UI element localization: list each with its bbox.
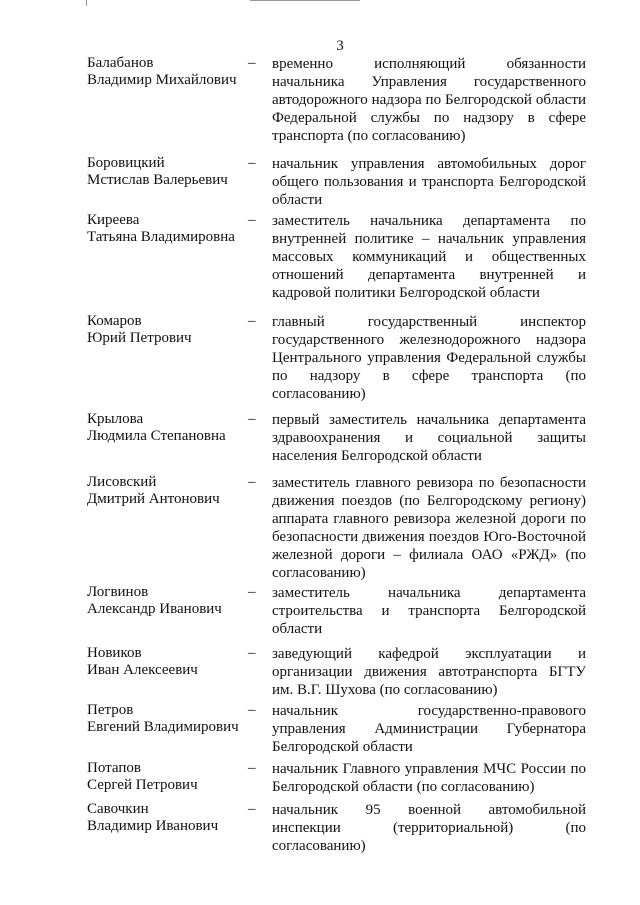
member-position: начальник управления автомобильных дорог общего пользования и транспорта Белгородской области bbox=[272, 156, 586, 208]
member-position: заместитель начальника департамента по внутренней политике – начальник управления массовых коммуникаций и общественных отношений департамента внутренней и кадровой политики Белгородской области bbox=[272, 213, 586, 301]
member-name bbox=[87, 313, 252, 347]
member-given-names: Владимир Михайлович bbox=[87, 72, 237, 88]
member-name bbox=[87, 411, 252, 445]
member-position: первый заместитель начальника департамента здравоохранения и социальной защиты населения Белгородской области bbox=[272, 412, 586, 464]
member-position: начальник 95 военной автомобильной инспекции (территориальной) (по согласованию) bbox=[272, 802, 586, 854]
member-position: главный государственный инспектор государственного железнодорожного надзора Центрального управления Федеральной службы по надзору в сфере транспорта (по согласованию) bbox=[272, 314, 586, 402]
separator-dash: – bbox=[248, 760, 256, 776]
member-given-names: Мстислав Валерьевич bbox=[87, 172, 228, 188]
member-name bbox=[87, 55, 252, 89]
member-position: заместитель главного ревизора по безопасности движения поездов (по Белгородскому региону) аппарата главного ревизора железной дороги по безопасности движения поездов Юго-Восточной железной дороги – филиала ОАО «РЖД» (по согласованию) bbox=[272, 475, 586, 581]
member-surname: Потапов bbox=[87, 760, 141, 776]
member-given-names: Юрий Петрович bbox=[87, 330, 192, 346]
member-name bbox=[87, 474, 252, 508]
member-surname: Логвинов bbox=[87, 584, 149, 600]
separator-dash: – bbox=[248, 313, 256, 329]
member-given-names: Евгений Владимирович bbox=[87, 719, 239, 735]
separator-dash: – bbox=[248, 584, 256, 600]
page-number: 3 bbox=[336, 38, 344, 54]
member-position: заместитель начальника департамента строительства и транспорта Белгородской области bbox=[272, 585, 586, 637]
member-surname: Комаров bbox=[87, 313, 142, 329]
member-given-names: Иван Алексеевич bbox=[87, 662, 198, 678]
member-name bbox=[87, 801, 252, 835]
member-surname: Балабанов bbox=[87, 55, 154, 71]
separator-dash: – bbox=[248, 212, 256, 228]
member-name bbox=[87, 760, 252, 794]
separator-dash: – bbox=[248, 645, 256, 661]
member-surname: Боровицкий bbox=[87, 155, 165, 171]
member-given-names: Александр Иванович bbox=[87, 601, 222, 617]
member-given-names: Владимир Иванович bbox=[87, 818, 219, 834]
member-given-names: Дмитрий Антонович bbox=[87, 491, 220, 507]
separator-dash: – bbox=[248, 155, 256, 171]
separator-dash: – bbox=[248, 55, 256, 71]
member-surname: Савочкин bbox=[87, 801, 149, 817]
member-name bbox=[87, 584, 252, 618]
member-position: временно исполняющий обязанности начальника Управления государственного автодорожного надзора по Белгородской области Федеральной службы по надзору в сфере транспорта (по согласованию) bbox=[272, 56, 586, 144]
member-position: начальник Главного управления МЧС России по Белгородской области (по согласованию) bbox=[272, 761, 586, 795]
member-position: начальник государственно-правового управления Администрации Губернатора Белгородской области bbox=[272, 703, 586, 755]
member-surname: Лисовский bbox=[87, 474, 157, 490]
member-surname: Киреева bbox=[87, 212, 140, 228]
scan-artifact-top bbox=[250, 0, 360, 1]
separator-dash: – bbox=[248, 801, 256, 817]
member-name bbox=[87, 645, 252, 679]
member-surname: Крылова bbox=[87, 411, 144, 427]
member-surname: Новиков bbox=[87, 645, 142, 661]
member-position: заведующий кафедрой эксплуатации и организации движения автотранспорта БГТУ им. В.Г. Шухова (по согласованию) bbox=[272, 646, 586, 698]
member-given-names: Людмила Степановна bbox=[87, 428, 226, 444]
member-surname: Петров bbox=[87, 702, 134, 718]
separator-dash: – bbox=[248, 411, 256, 427]
member-name bbox=[87, 155, 252, 189]
member-name bbox=[87, 702, 252, 736]
separator-dash: – bbox=[248, 702, 256, 718]
member-given-names: Сергей Петрович bbox=[87, 777, 198, 793]
member-name bbox=[87, 212, 252, 246]
scan-artifact-left bbox=[86, 0, 87, 6]
separator-dash: – bbox=[248, 474, 256, 490]
member-given-names: Татьяна Владимировна bbox=[87, 229, 235, 245]
